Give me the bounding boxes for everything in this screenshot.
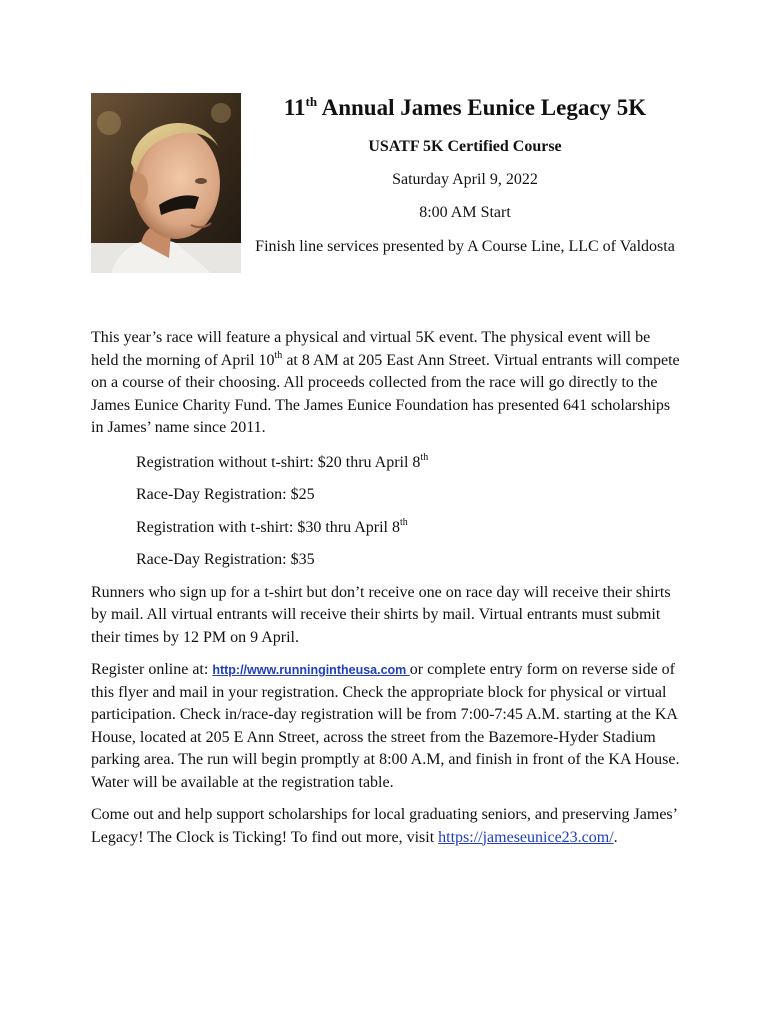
registration-link[interactable]: http://www.runningintheusa.com: [212, 663, 410, 677]
fee-item-with-shirt: [91, 517, 681, 540]
course-subtitle: USATF 5K Certified Course: [368, 138, 562, 155]
support-paragraph: [91, 804, 681, 849]
fee-with-shirt-ordinal: th: [399, 516, 408, 528]
title-text: Annual James Eunice Legacy 5K: [317, 95, 647, 120]
tshirt-paragraph: Runners who sign up for a t-shirt but don’t receive one on race day will receive their shirts by mail. All virtual entrants will receive their shirts by mail. Virtual entrants must submit their times by 12 PM on 9 April.: [91, 583, 671, 646]
event-date: Saturday April 9, 2022: [392, 171, 538, 188]
fee-item-raceday-35: Race-Day Registration: $35: [136, 551, 315, 568]
intro-paragraph: [91, 327, 681, 440]
fee-no-shirt-ordinal: th: [420, 451, 429, 463]
fee-item-raceday-25: Race-Day Registration: $25: [136, 486, 315, 503]
fee-item-no-shirt: [91, 452, 681, 475]
flyer-header: [255, 93, 675, 258]
intro-ordinal: th: [274, 349, 283, 361]
foundation-website-link[interactable]: https://jameseunice23.com/: [438, 828, 614, 846]
finish-line-sponsor: Finish line services presented by A Course Line, LLC of Valdosta: [255, 238, 675, 255]
register-paragraph: [91, 659, 681, 794]
intro-text-a: This year’s race will feature a physical and virtual 5K event. The physical event will be held the morning of April 10: [91, 329, 651, 369]
fee-no-shirt-text: Registration without t-shirt: $20 thru April 8: [136, 453, 421, 471]
support-text-a: Come out and help support scholarships for local graduating seniors, and preserving James’ Legacy! The Clock is Ticking! To find out more, visit: [91, 806, 677, 846]
intro-text-b: at 8 AM at 205 East Ann Street. Virtual entrants will compete on a course of their choosing. All proceeds collected from the race will go directly to the James Eunice Charity Fund. The James Eunice Foundation has presented 641 scholarships in James’ name since 2011.: [91, 351, 680, 436]
title-number: 11: [283, 95, 306, 120]
register-text-a: Register online at:: [91, 661, 213, 678]
title-ordinal: th: [305, 94, 318, 109]
page-title: [255, 93, 675, 123]
flyer-body: [91, 327, 681, 849]
start-time: 8:00 AM Start: [419, 204, 511, 221]
support-text-b: .: [613, 828, 618, 846]
register-text-b: or complete entry form on reverse side of this flyer and mail in your registration. Check the appropriate block for physical or virtual participation. Check in/race-day registration will be from 7:00-7:45 A.M. starting at the KA House, located at 205 E Ann Street, across the street from the Bazemore-Hyder Stadium parking area. The run will begin promptly at 8:00 A.M, and finish in front of the KA House. Water will be available at the registration table.: [91, 661, 680, 791]
runner-portrait-photo-icon: [91, 93, 241, 273]
fee-with-shirt-text: Registration with t-shirt: $30 thru April 8: [136, 518, 400, 536]
portrait-photo: [91, 93, 241, 273]
